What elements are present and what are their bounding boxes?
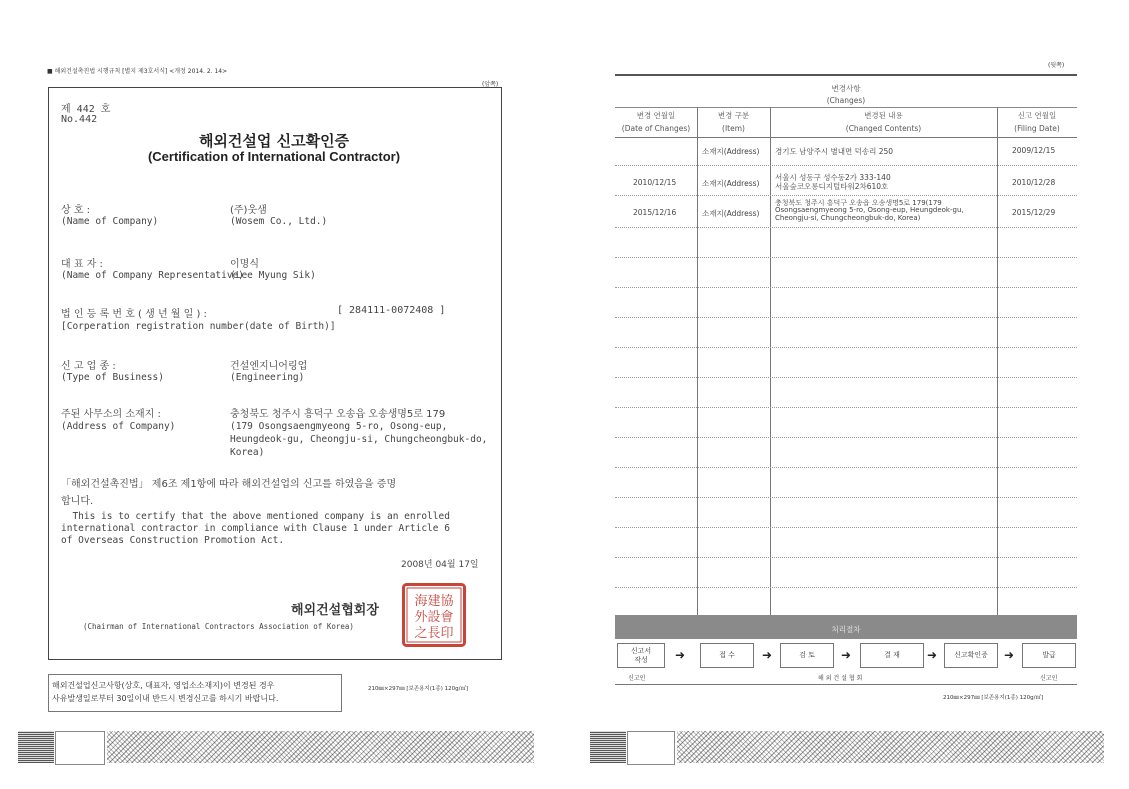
certification-text-ko-line2: 합니다. (61, 496, 94, 507)
flow-step-write-application: 신고서 작성 (617, 643, 665, 668)
corp-number-label-ko: 법 인 등 록 번 호 ( 생 년 월 일 ) : (61, 309, 207, 320)
arrow-right-icon: ➜ (927, 648, 938, 662)
changes-section-title-en: (Changes) (826, 96, 866, 105)
header-item-ko: 변경 구분 (717, 111, 750, 120)
company-name-en: (Wosem Co., Ltd.) (230, 216, 328, 227)
business-type-ko: 건설엔지니어링업 (230, 361, 308, 372)
row-divider (615, 347, 1077, 348)
row-divider (615, 257, 1077, 258)
arrow-right-icon: ➜ (762, 648, 773, 662)
column-divider (997, 107, 998, 615)
table-row-3-content-line3: Cheongju-si, Chungcheongbuk-do, Korea) (775, 214, 921, 222)
row-divider (615, 377, 1077, 378)
row-divider (615, 287, 1077, 288)
row-divider (615, 557, 1077, 558)
svg-text:外設會: 外設會 (414, 610, 454, 625)
flow-step-review: 검 토 (780, 643, 834, 668)
header-changed-contents-ko: 변경된 내용 (864, 111, 903, 120)
process-title: 처리절차 (831, 625, 861, 634)
notice-line1: 해외건설업신고사항(상호, 대표자, 영업소소재지)이 변경된 경우 (52, 681, 275, 690)
certificate-number-ko: 제 442 호 (61, 104, 111, 115)
header-filing-date-en: (Filing Date) (1014, 124, 1060, 133)
row-divider (615, 407, 1077, 408)
certificate-title-ko: 해외건설업 신고확인증 (198, 132, 350, 150)
certification-text-ko-line1: 「해외건설촉진법」 제6조 제1항에 따라 해외건설업의 신고를 하였음을 증명 (61, 479, 397, 490)
arrow-right-icon: ➜ (675, 648, 686, 662)
table-row-3-item: 소재지(Address) (702, 209, 760, 218)
business-type-label-ko: 신 고 업 종 : (61, 361, 116, 372)
row-divider (615, 467, 1077, 468)
address-label-en: (Address of Company) (61, 421, 176, 432)
flow-actor-applicant: 신고인 (628, 675, 646, 682)
arrow-right-icon: ➜ (1004, 648, 1015, 662)
address-en-line3: Korea) (230, 447, 265, 458)
flow-step-receipt: 접 수 (700, 643, 754, 668)
row-divider (615, 527, 1077, 528)
row-divider (615, 497, 1077, 498)
notice-line2: 사유발생일로부터 30일이내 반드시 변경신고를 하시기 바랍니다. (52, 694, 279, 703)
issue-date: 2008년 04월 17일 (401, 560, 479, 570)
corp-number-label-en: [Corperation registration number(date of Birth)] (61, 321, 336, 332)
table-top-rule (615, 74, 1077, 76)
representative-name-ko: 이명식 (230, 259, 259, 270)
representative-name-en: (Lee Myung Sik) (230, 270, 316, 281)
row-divider (615, 195, 1077, 196)
column-divider (770, 107, 771, 615)
representative-label-ko: 대 표 자 : (61, 259, 103, 270)
header-date-of-changes-ko: 변경 연월일 (636, 111, 676, 120)
company-label-en: (Name of Company) (61, 216, 159, 227)
scan-blank-block (627, 731, 675, 765)
certification-text-en-line2: international contractor in compliance with Clause 1 under Article 6 (61, 523, 450, 534)
certificate-title-en: (Certification of International Contractor) (147, 149, 401, 164)
flow-actor-association: 해 외 건 설 협 회 (818, 675, 863, 682)
header-date-of-changes-en: (Date of Changes) (621, 124, 691, 133)
representative-label-en: (Name of Company Representative) (61, 270, 245, 281)
table-row-1-content: 경기도 남양주시 별내면 덕송리 250 (775, 147, 894, 156)
column-divider (697, 107, 698, 615)
row-divider (615, 165, 1077, 166)
flow-step-issue: 발급 (1022, 643, 1076, 668)
front-side-label: (앞쪽) (482, 81, 499, 88)
form-reference: ■ 해외건설촉진법 시행규칙 [별지 제3호서식] <개정 2014. 2. 14> (47, 68, 228, 75)
svg-text:海建協: 海建協 (414, 594, 454, 609)
company-name-ko: (주)웃샘 (230, 205, 267, 216)
address-en-line1: (179 Osongsaengmyeong 5-ro, Osong-eup, (230, 421, 448, 432)
table-row-1-item: 소재지(Address) (702, 147, 760, 156)
company-label-ko: 상 호 : (61, 205, 91, 216)
flow-step-certificate: 신고확인증 (944, 643, 998, 668)
header-changed-contents-en: (Changed Contents) (845, 124, 922, 133)
certificate-number-en: No.442 (61, 114, 98, 125)
left-paper-spec: 210㎜×297㎜ [보존용지(1종) 120g/㎡] (368, 686, 469, 692)
scan-barcode-block (590, 731, 626, 763)
back-side-label: (뒷쪽) (1048, 62, 1065, 69)
official-seal (402, 583, 466, 647)
header-rule (615, 107, 1077, 108)
header-item-en: (Item) (722, 124, 745, 133)
header-bottom-rule (615, 137, 1077, 138)
table-row-2-date: 2010/12/15 (633, 178, 677, 187)
row-divider (615, 317, 1077, 318)
table-row-3-content-line2: Osongsaengmyeong 5-ro, Osong-eup, Heungdeok-gu, (775, 206, 964, 214)
address-en-line2: Heungdeok-gu, Cheongju-si, Chungcheongbuk-do, (230, 434, 488, 445)
address-ko: 충청북도 청주시 흥덕구 오송읍 오송생명5로 179 (230, 409, 446, 420)
right-paper-spec: 210㎜×297㎜ [보존용지(1종) 120g/㎡] (943, 695, 1044, 701)
scan-noise-strip (677, 731, 1104, 763)
row-divider (615, 587, 1077, 588)
business-type-label-en: (Type of Business) (61, 372, 164, 383)
table-row-3-filing: 2015/12/29 (1012, 208, 1056, 217)
table-row-2-content-line2: 서울숲코오롱디지털타워2차610호 (775, 182, 889, 191)
scan-barcode-block (18, 731, 54, 763)
business-type-en: (Engineering) (230, 372, 305, 383)
arrow-right-icon: ➜ (841, 648, 852, 662)
table-row-2-content-line1: 서울시 성동구 성수동2가 333-140 (775, 173, 891, 182)
bottom-rule (615, 684, 1077, 685)
scan-blank-block (55, 731, 105, 765)
table-row-1-filing: 2009/12/15 (1012, 146, 1056, 155)
flow-step-approval: 결 재 (860, 643, 924, 668)
table-row-3-date: 2015/12/16 (633, 208, 677, 217)
corp-number-value: [ 284111-0072408 ] (337, 305, 446, 316)
certification-text-en-line1: This is to certify that the above mentioned company is an enrolled (61, 511, 450, 522)
issuer-name-ko: 해외건설협회장 (291, 603, 379, 618)
table-row-3-content-line1: 충청북도 청주시 흥덕구 오송읍 오송생명5로 179(179 (775, 199, 942, 207)
table-row-2-filing: 2010/12/28 (1012, 178, 1056, 187)
row-divider (615, 437, 1077, 438)
row-divider (615, 227, 1077, 228)
table-row-2-item: 소재지(Address) (702, 179, 760, 188)
header-filing-date-ko: 신고 연월일 (1017, 111, 1057, 120)
changes-section-title-ko: 변경사항 (831, 84, 861, 93)
scan-noise-strip (107, 731, 534, 763)
issuer-name-en: (Chairman of International Contractors Association of Korea) (83, 622, 354, 631)
svg-text:之長印: 之長印 (414, 626, 454, 641)
flow-actor-applicant-end: 신고인 (1040, 675, 1058, 682)
address-label-ko: 주된 사무소의 소재지 : (61, 409, 161, 420)
certification-text-en-line3: of Overseas Construction Promotion Act. (61, 535, 285, 546)
